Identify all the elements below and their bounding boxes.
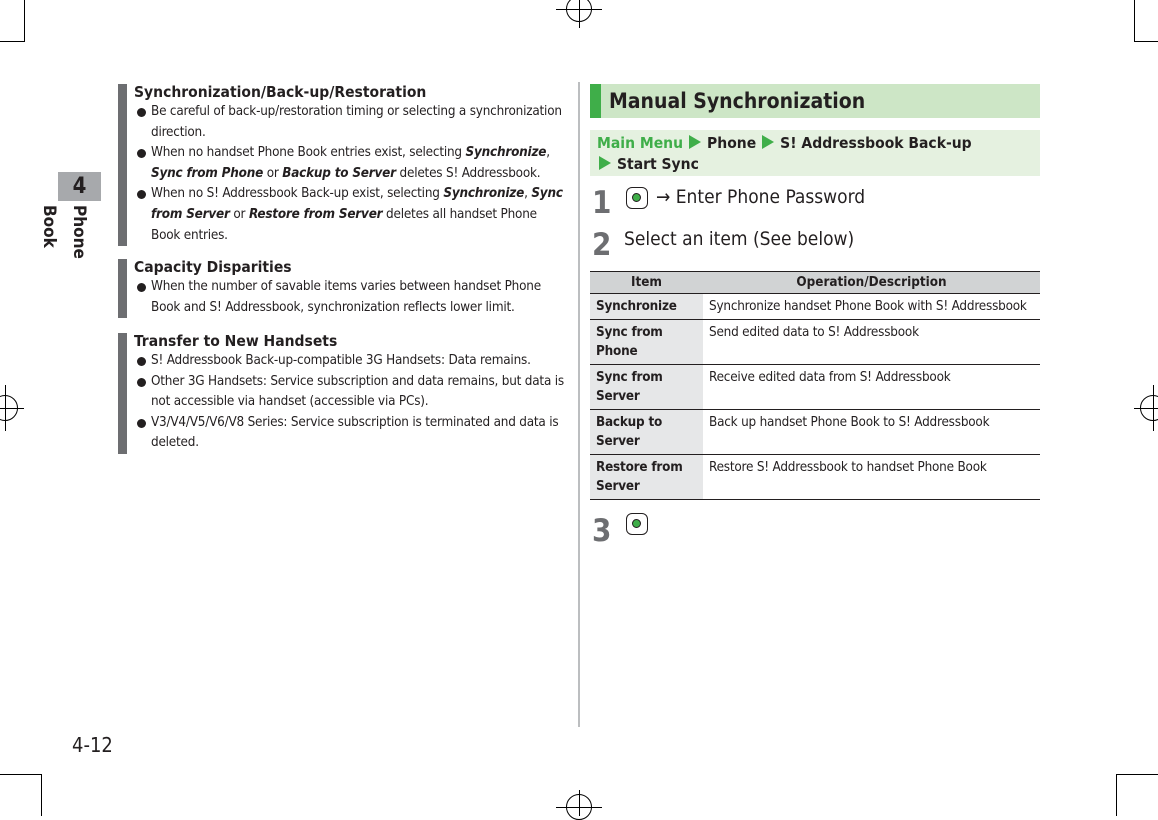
text: S! Addressbook Back-up-compatible 3G Handsets: Data remains. [151,353,531,368]
text: deletes S! Addressbook. [395,165,541,181]
note-bullet [134,277,568,318]
note-bullet [134,184,568,246]
menu-path-item: S! Addressbook Back-up [780,134,972,152]
chapter-name: Phone Book [39,205,89,259]
note-bullet [134,351,568,372]
text: When the number of savable items varies between handset Phone Book and S! Addressbook, synchronization reflects lower limit. [151,279,541,315]
column-header: Operation/Description [703,272,1040,294]
note-bullet [134,372,568,413]
menu-path-item: Phone [707,134,757,152]
sync-options-table [590,271,1040,500]
table-row [590,320,1040,365]
text: When no S! Addressbook Back-up exist, selecting [151,186,444,202]
step-number: 2 [592,227,612,263]
item-cell: Backup to Server [590,410,703,455]
step-number: 1 [592,185,612,221]
step-number: 3 [592,513,612,549]
text: , [524,186,532,202]
step-text: → Enter Phone Password [656,186,866,208]
note-section [118,84,568,246]
menu-term: Sync from Phone [151,165,264,181]
item-cell: Restore from Server [590,455,703,500]
menu-term: Restore from Server [248,206,383,222]
menu-term: Sync from Server [151,186,563,222]
text: Be careful of back-up/restoration timing or selecting a synchronization direction. [151,104,562,140]
table-row [590,455,1040,500]
description-cell: Send edited data to S! Addressbook [703,320,1040,365]
note-bullet [134,143,568,184]
description-cell: Synchronize handset Phone Book with S! Addressbook [703,294,1040,320]
menu-path [590,130,1040,176]
note-title: Synchronization/Back-up/Restoration [134,83,427,101]
center-key-icon [626,513,648,535]
note-title: Transfer to New Handsets [134,332,338,350]
table-row [590,294,1040,320]
item-cell: Sync from Phone [590,320,703,365]
table-row [590,365,1040,410]
text: deletes all handset Phone Book entries. [151,206,537,243]
item-cell: Synchronize [590,294,703,320]
column-header: Item [590,272,703,294]
note-section [118,333,568,454]
section-heading: Manual Synchronization [590,84,1040,118]
menu-path-item: Start Sync [617,155,699,173]
chapter-number-tab: 4 [58,172,101,201]
menu-term: Synchronize [443,186,525,202]
text: or [263,165,283,181]
description-cell: Restore S! Addressbook to handset Phone Book [703,455,1040,500]
menu-term: Backup to Server [282,165,396,181]
item-cell: Sync from Server [590,365,703,410]
column-divider [578,82,580,727]
text: V3/V4/V5/V6/V8 Series: Service subscription is terminated and data is deleted. [151,414,559,451]
text: When no handset Phone Book entries exist, selecting [151,145,466,161]
arrow-right-icon [599,156,611,170]
note-section [118,259,568,318]
description-cell: Receive edited data from S! Addressbook [703,365,1040,410]
step-text: Select an item (See below) [624,228,855,250]
center-key-icon [626,187,648,209]
page-number: 4-12 [72,733,113,757]
note-title: Capacity Disparities [134,258,292,276]
text: , [546,145,550,161]
text: Other 3G Handsets: Service subscription and data remains, but data is not accessible via handset (accessible via PCs). [151,373,564,410]
text: or [229,206,249,222]
note-bullet [134,102,568,143]
menu-path-main: Main Menu [597,134,684,152]
note-bullet [134,413,568,454]
description-cell: Back up handset Phone Book to S! Addressbook [703,410,1040,455]
arrow-right-icon [689,135,701,149]
arrow-right-icon [762,135,774,149]
menu-term: Synchronize [465,145,547,161]
table-row [590,410,1040,455]
